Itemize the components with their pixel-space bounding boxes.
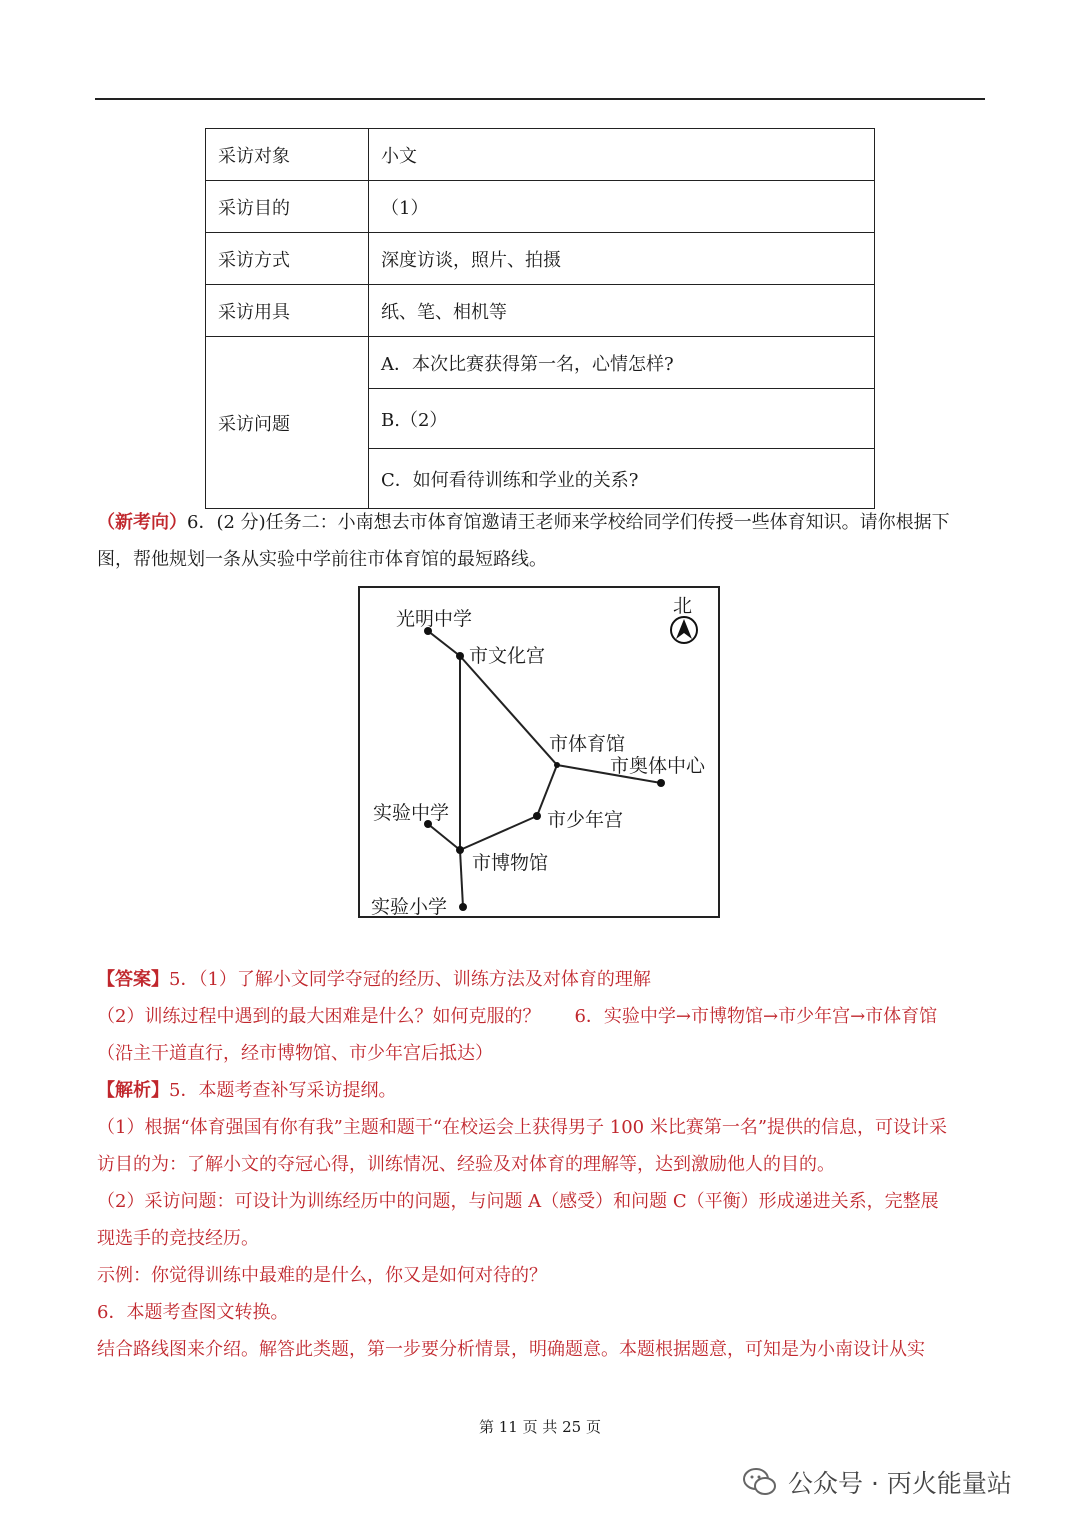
analysis-line5: 现选手的竞技经历。 <box>97 1228 259 1249</box>
answer-line2: （2）训练过程中遇到的最大困难是什么？如何克服的？ 6．实验中学→市博物馆→市少年宫→市体育馆 <box>97 1006 938 1027</box>
answer-tag: 【答案】 <box>97 969 169 990</box>
questions-label: 采访问题 <box>206 337 369 509</box>
wechat-icon <box>742 1467 778 1497</box>
analysis-line6: 示例：你觉得训练中最难的是什么，你又是如何对待的？ <box>97 1265 547 1286</box>
row-value: 小文 <box>369 129 875 181</box>
watermark-text: 公众号 · 丙火能量站 <box>788 1469 1012 1498</box>
new-direction-tag: （新考向） <box>97 512 187 533</box>
point-shiyanxiaoxue <box>459 903 467 911</box>
interview-outline-table <box>205 128 875 509</box>
analysis-line8: 结合路线图来介绍。解答此类题，第一步要分析情景，明确题意。本题根据题意，可知是为小南设计从实 <box>97 1339 925 1360</box>
point-wenhuagong <box>456 652 464 660</box>
row-label: 采访用具 <box>206 285 369 337</box>
label-tiyuguan: 市体育馆 <box>549 733 626 755</box>
point-bowuguan <box>456 846 464 854</box>
question-b: B.（2） <box>369 389 875 449</box>
row-value: 纸、笔、相机等 <box>369 285 875 337</box>
question-c: C．如何看待训练和学业的关系? <box>369 449 875 509</box>
table-row <box>206 129 875 181</box>
question6-line1: （新考向）6．(2 分)任务二：小南想去市体育馆邀请王老师来学校给同学们传授一些体育知识。请你根据下 <box>97 512 950 533</box>
north-label: 北 <box>673 595 693 617</box>
label-shaoniangong: 市少年宫 <box>547 809 624 831</box>
road-wenhuagong-tiyuguan <box>460 656 557 765</box>
route-map <box>358 586 720 918</box>
label-shiyanzhongxue: 实验中学 <box>373 802 450 824</box>
table-row <box>206 233 875 285</box>
analysis-line1: 【解析】5．本题考查补写采访提纲。 <box>97 1080 397 1101</box>
label-shiyanxiaoxue: 实验小学 <box>371 896 448 918</box>
table-row <box>206 337 875 389</box>
analysis-line4: （2）采访问题：可设计为训练经历中的问题，与问题 A（感受）和问题 C（平衡）形成递进关系，完整展 <box>97 1191 939 1212</box>
analysis-tag: 【解析】 <box>97 1080 169 1101</box>
question-a: A．本次比赛获得第一名，心情怎样? <box>369 337 875 389</box>
row-label: 采访方式 <box>206 233 369 285</box>
point-aoti <box>657 779 665 787</box>
row-label: 采访对象 <box>206 129 369 181</box>
table-row <box>206 285 875 337</box>
point-shaoniangong <box>533 812 541 820</box>
answer-line3: （沿主干道直行，经市博物馆、市少年宫后抵达） <box>97 1043 493 1064</box>
row-label: 采访目的 <box>206 181 369 233</box>
page-number: 第 11 页 共 25 页 <box>478 1418 601 1436</box>
watermark <box>742 1462 1012 1502</box>
road-shiyanzhongxue-bowuguan <box>428 824 460 850</box>
table-row <box>206 181 875 233</box>
point-tiyuguan <box>554 762 560 768</box>
north-arrow-icon <box>671 617 697 643</box>
road-guangming-wenhuagong <box>428 631 460 656</box>
row-value: （1） <box>369 181 875 233</box>
label-wenhuagong: 市文化宫 <box>469 645 546 667</box>
question6-line2: 图，帮他规划一条从实验中学前往市体育馆的最短路线。 <box>97 549 547 570</box>
label-guangming: 光明中学 <box>396 608 473 630</box>
row-value: 深度访谈，照片、拍摄 <box>369 233 875 285</box>
analysis-line3: 访目的为：了解小文的夺冠心得，训练情况、经验及对体育的理解等，达到激励他人的目的。 <box>97 1154 835 1175</box>
label-bowuguan: 市博物馆 <box>472 852 549 874</box>
analysis-line2: （1）根据“体育强国有你有我”主题和题干“在校运会上获得男子 100 米比赛第一名”提供的信息，可设计采 <box>97 1117 948 1138</box>
road-bowuguan-shiyanxiaoxue <box>460 850 463 907</box>
analysis-line7: 6．本题考查图文转换。 <box>97 1302 289 1323</box>
label-aoti: 市奥体中心 <box>610 755 706 777</box>
header-rule <box>95 98 985 100</box>
road-shaoniangong-bowuguan <box>460 816 537 850</box>
answer-line1: 【答案】5．（1）了解小文同学夺冠的经历、训练方法及对体育的理解 <box>97 969 651 990</box>
